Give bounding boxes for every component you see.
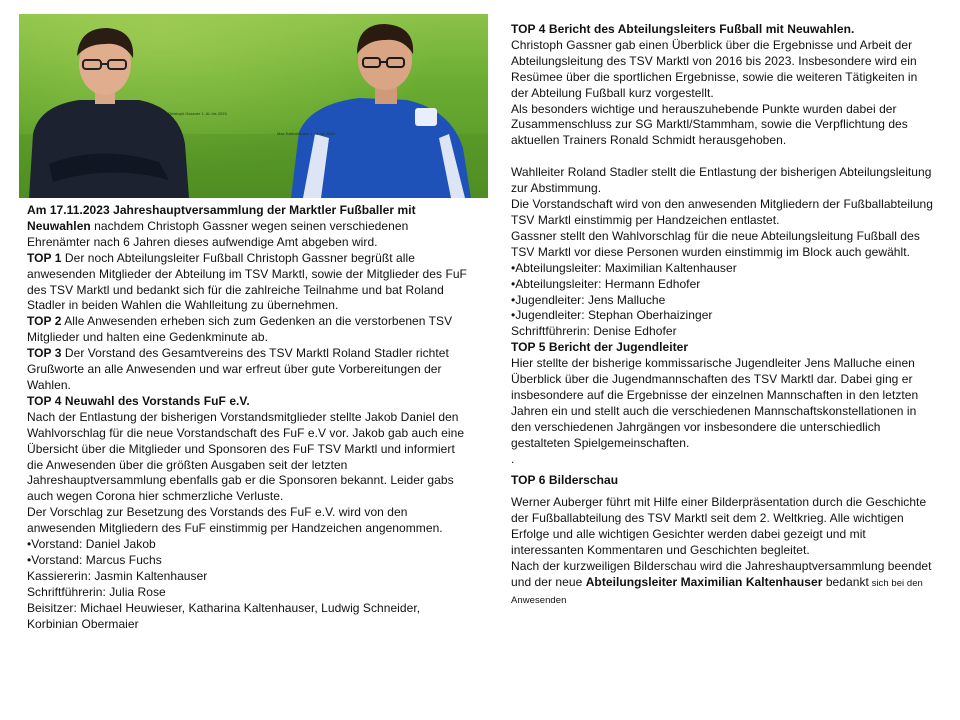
fuf-role-item: Kassiererin: Jasmin Kaltenhauser <box>27 568 208 583</box>
top5-text: Hier stellte der bisherige kommissarische Jugendleiter Jens Malluche einen Überblick über die Jugendmannschaften des TSV Marktl dar. Dabei ging er insbesondere auf die Ergebnisse der einzelnen Mannschaften in den letzten Jahren ein und stellt auch die verschiedenen Mannschaftskonstellationen in den verschiedenen Jahrgängen vor insbesondere die unterschiedlich gestalteten Spielgemeinschaften. <box>511 356 919 450</box>
department-role-item: •Abteilungsleiter: Hermann Edhofer <box>511 276 701 291</box>
top4-report-heading: TOP 4 Bericht des Abteilungsleiters Fußball mit Neuwahlen. <box>511 22 855 36</box>
spacer <box>511 149 936 165</box>
intro-paragraph <box>27 203 467 251</box>
top4-fuf-vote: Der Vorschlag zur Besetzung des Vorstands des FuF e.V. wird von den anwesenden Mitgliedern des FuF einstimmig per Handzeichen angenommen. <box>27 505 443 536</box>
election-text-2: Die Vorstandschaft wird von den anwesenden Mitgliedern der Fußballabteilung TSV Marktl einstimmig per Handzeichen entlastet. <box>511 197 933 227</box>
photo-caption-left: Christoph Gassner 1. AL bis 2023 <box>167 111 227 116</box>
top4-fuf-text: Nach der Entlastung der bisherigen Vorstandsmitglieder stellte Jakob Daniel den Wahlvorschlag für die neue Vorstandschaft des FuF e.V vor. Jakob gab auch eine Übersicht über die Mitglieder und Sponsoren des FuF TSV Marktl und informiert die Anwesenden über die größten Ausgaben seit der letzten Jahreshauptversammlung ebenfalls gab er die Sponsoren bekannt. Leider gabs auch wegen Corona hier schmerzliche Verluste. <box>27 409 465 504</box>
stray-dot: . <box>511 451 515 466</box>
closing-after: bedankt <box>822 574 869 589</box>
top3-heading: TOP 3 <box>27 346 62 361</box>
closing-text: Nach der kurzweiligen Bilderschau wird die Jahreshauptversammlung beendet und der neue <box>511 559 932 589</box>
closing-paragraph <box>511 559 936 609</box>
photo-caption-right: Max Kaltenhauser 1. AL ab 2023 <box>277 131 335 136</box>
intro-text: nachdem Christoph Gassner wegen seinen verschiedenen Ehrenämter nach 6 Jahren dieses aufwendige Amt abgeben wird. <box>27 218 409 249</box>
top5-heading: TOP 5 Bericht der Jugendleiter <box>511 340 689 355</box>
department-role-item: •Abteilungsleiter: Maximilian Kaltenhauser <box>511 260 737 275</box>
top2-text: Alle Anwesenden erheben sich zum Gedenken an die verstorbenen TSV Mitglieder und halten eine Gedenkminute ab. <box>27 314 453 345</box>
closing-small: sich bei den Anwesenden <box>511 577 923 606</box>
fuf-role-item: Beisitzer: Michael Heuwieser, Katharina Kaltenhauser, Ludwig Schneider, Korbinian Obermaier <box>27 600 421 631</box>
top6-heading: TOP 6 Bilderschau <box>511 473 619 488</box>
man-right-figure <box>291 24 471 198</box>
top4-report-text: Christoph Gassner gab einen Überblick über die Ergebnisse und Arbeit der Abteilungsleitung des TSV Marktl von 2016 bis 2023. Insbesondere wird ein Resümee über die sportlichen Ergebnisse, sowie die weiteren Tätigkeiten in der Abteilung Fußball kurz vorgestellt. <box>511 37 918 100</box>
closing-bold: Abteilungsleiter Maximilian Kaltenhauser <box>585 574 823 589</box>
top3-paragraph <box>27 346 467 394</box>
top4-fuf-heading: TOP 4 Neuwahl des Vorstands FuF e.V. <box>27 393 250 408</box>
left-column <box>27 203 467 632</box>
intro-bold: Am 17.11.2023 Jahreshauptversammlung der Marktler Fußballer mit Neuwahlen <box>27 203 416 233</box>
right-column <box>511 22 936 609</box>
election-text-1: Wahlleiter Roland Stadler stellt die Entlastung der bisherigen Abteilungsleitung zur Abstimmung. <box>511 165 932 196</box>
top1-heading: TOP 1 <box>27 250 62 265</box>
header-photo <box>19 14 488 198</box>
fuf-role-item: •Vorstand: Daniel Jakob <box>27 537 156 552</box>
election-text-3: Gassner stellt den Wahlvorschlag für die neue Abteilungsleitung Fußball des TSV Marktl vor diese Personen wurden einstimmig im Block auch gewählt. <box>511 228 920 259</box>
department-role-item: Schriftführerin: Denise Edhofer <box>511 324 677 339</box>
fuf-role-item: •Vorstand: Marcus Fuchs <box>27 552 162 567</box>
man-left-figure <box>29 28 189 198</box>
top2-paragraph <box>27 314 467 346</box>
top4-report-highlights: Als besonders wichtige und herauszuhebende Punkte wurden dabei der Zusammenschluss zur SG Marktl/Stammham, sowie die Verpflichtung des aktuellen Trainers Ronald Schmidt herausgehoben. <box>511 101 908 148</box>
top1-text: Der noch Abteilungsleiter Fußball Christoph Gassner begrüßt alle anwesenden Mitglieder der Abteilung im TSV Marktl, sowie der Mitglieder des FuF des TSV Marktl und bedankt sich für die zahlreiche Teilnahme und bat Roland Stadler in beiden Wahlen die Wahlleitung zu übernehmen. <box>27 250 467 313</box>
top6-text: Werner Auberger führt mit Hilfe einer Bilderpräsentation durch die Geschichte der Fußballabteilung des TSV Marktl seit dem 2. Weltkrieg. Alle wichtigen Erfolge und alle wichtigen Gesichter werden dabei gezeigt und mit interessanten Kommentaren und Geschichten begleitet. <box>511 495 927 558</box>
department-role-item: •Jugendleiter: Jens Malluche <box>511 292 666 307</box>
department-role-item: •Jugendleiter: Stephan Oberhaizinger <box>511 308 713 323</box>
top1-paragraph <box>27 251 467 315</box>
fuf-role-item: Schriftführerin: Julia Rose <box>27 584 166 599</box>
top2-heading: TOP 2 <box>27 314 62 329</box>
photo-figures <box>19 14 488 198</box>
top3-text: Der Vorstand des Gesamtvereins des TSV Marktl Roland Stadler richtet Grußworte an alle Anwesenden und war erfreut über gute Vorbereitungen der Wahlen. <box>27 346 449 392</box>
